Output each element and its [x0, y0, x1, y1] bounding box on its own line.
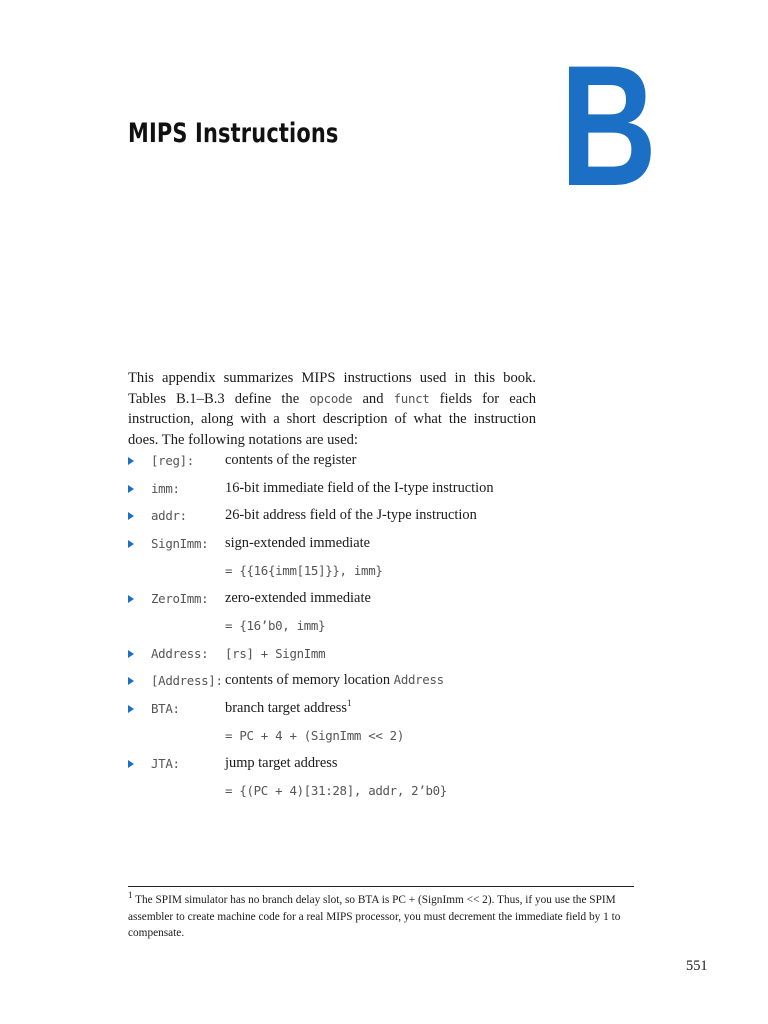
- notation-item: [128, 449, 608, 477]
- intro-paragraph: [128, 368, 536, 450]
- triangle-bullet-icon: [128, 760, 134, 768]
- notation-item: [128, 587, 608, 615]
- triangle-bullet-icon: [128, 595, 134, 603]
- notation-desc-text: branch target address: [225, 699, 348, 716]
- notation-item: [128, 669, 608, 697]
- notation-desc: sign-extended immediate: [225, 534, 371, 551]
- notation-item: [128, 477, 608, 505]
- notation-continuation: [128, 724, 608, 752]
- notation-term: [reg]:: [151, 453, 194, 468]
- notation-desc: [rs] + SignImm: [225, 645, 326, 661]
- notation-term: ZeroImm:: [151, 590, 209, 606]
- footnote-text: The SPIM simulator has no branch delay slot, so BTA is PC + (SignImm << 2). Thus, if you use the SPIM assembler to create machine code for a real MIPS processor, you must decrement the immediate field by 1 to compensate.: [128, 894, 621, 939]
- code-funct: funct: [393, 390, 430, 406]
- code-opcode: opcode: [309, 390, 353, 406]
- notation-desc: contents of the register: [225, 452, 357, 468]
- notation-desc: [225, 697, 352, 717]
- notation-term: [Address]:: [151, 673, 223, 688]
- footnote-ref: 1: [347, 697, 352, 708]
- notation-formula: = {(PC + 4)[31:28], addr, 2’b0}: [225, 783, 447, 798]
- notation-desc: 26-bit address field of the J-type instruction: [225, 507, 477, 523]
- triangle-bullet-icon: [128, 677, 134, 685]
- notation-term: imm:: [151, 480, 180, 496]
- page-number: 551: [686, 958, 708, 974]
- notation-desc: [225, 672, 444, 689]
- notation-formula: = {{16{imm[15]}}, imm}: [225, 563, 383, 578]
- notation-desc: jump target address: [225, 754, 338, 771]
- notation-desc-text: contents of memory location: [225, 672, 394, 688]
- code-address: Address: [393, 672, 444, 687]
- notation-item: [128, 504, 608, 532]
- notation-desc: 16-bit immediate field of the I-type instruction: [225, 479, 494, 496]
- notation-term: Address:: [151, 645, 209, 661]
- notation-continuation: [128, 779, 608, 807]
- footnote-divider: [128, 886, 634, 887]
- intro-text-and: and: [352, 390, 394, 407]
- notation-term: SignImm:: [151, 535, 209, 551]
- appendix-letter: B: [560, 30, 657, 222]
- notation-item: [128, 752, 608, 780]
- intro-text-2: fields for each instruction, along with a short description of what the instruction does. The following notations are used:: [128, 390, 536, 448]
- triangle-bullet-icon: [128, 485, 134, 493]
- notation-continuation: [128, 559, 608, 587]
- notation-formula: = {16’b0, imm}: [225, 618, 326, 633]
- notation-item: [128, 532, 608, 560]
- triangle-bullet-icon: [128, 512, 134, 520]
- footnote: [128, 892, 634, 942]
- page-title: MIPS Instructions: [128, 118, 339, 149]
- triangle-bullet-icon: [128, 457, 134, 465]
- notation-term: JTA:: [151, 755, 180, 771]
- notation-term: BTA:: [151, 700, 180, 716]
- notation-term: addr:: [151, 508, 187, 523]
- intro-text-1: This appendix summarizes MIPS instructions used in this book. Tables B.1–B.3 define the: [128, 370, 536, 407]
- notation-desc: zero-extended immediate: [225, 589, 371, 606]
- notation-item: [128, 697, 608, 725]
- footnote-mark: 1: [128, 890, 133, 901]
- notation-item: [128, 642, 608, 670]
- triangle-bullet-icon: [128, 540, 134, 548]
- notation-continuation: [128, 614, 608, 642]
- triangle-bullet-icon: [128, 705, 134, 713]
- triangle-bullet-icon: [128, 650, 134, 658]
- notation-list: [128, 449, 608, 807]
- notation-formula: = PC + 4 + (SignImm << 2): [225, 728, 404, 743]
